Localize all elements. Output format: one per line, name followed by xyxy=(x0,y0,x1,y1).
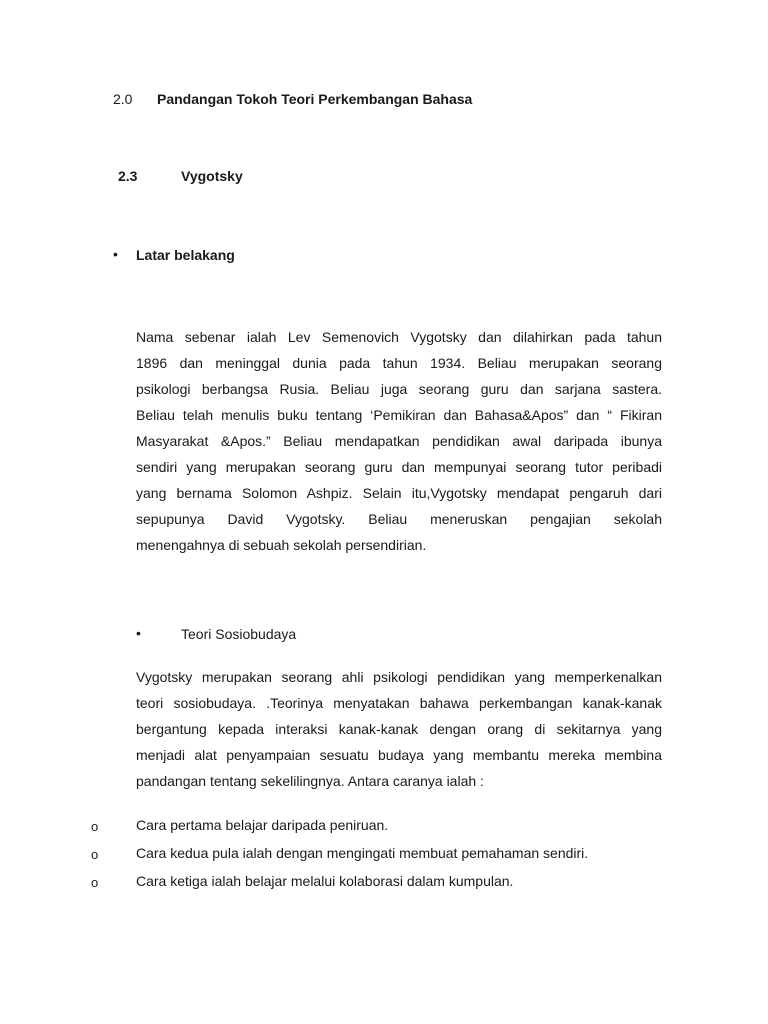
paragraph-line: menengahnya di sebuah sekolah persendirian. xyxy=(136,537,427,553)
paragraph-line: yang bernama Solomon Ashpiz. Selain itu,Vygotsky mendapat pengaruh dari xyxy=(136,485,662,501)
bullet-label-teori-sosiobudaya: Teori Sosiobudaya xyxy=(181,626,297,642)
paragraph-line: menjadi alat penyampaian sesuatu budaya yang membantu mereka membina xyxy=(136,747,662,763)
paragraph-line: sepupunya David Vygotsky. Beliau meneruskan pengajian sekolah xyxy=(136,511,662,527)
circle-bullet-icon: o xyxy=(91,819,99,834)
list-item: Cara kedua pula ialah dengan mengingati membuat pemahaman sendiri. xyxy=(136,845,589,861)
paragraph-line: teori sosiobudaya. .Teorinya menyatakan bahawa perkembangan kanak-kanak xyxy=(136,695,662,711)
paragraph-theory xyxy=(136,664,662,794)
list-item: Cara pertama belajar daripada peniruan. xyxy=(136,817,389,833)
subsection-number: 2.3 xyxy=(118,168,138,184)
circle-bullet-icon: o xyxy=(91,847,99,862)
subsection-title: Vygotsky xyxy=(181,168,243,184)
paragraph-line: psikologi berbangsa Rusia. Beliau juga seorang guru dan sarjana sastera. xyxy=(136,381,662,397)
bullet-icon: • xyxy=(136,625,141,641)
paragraph-line: Vygotsky merupakan seorang ahli psikologi pendidikan yang memperkenalkan xyxy=(136,669,662,685)
paragraph-line: sendiri yang merupakan seorang guru dan mempunyai seorang tutor peribadi xyxy=(136,459,662,475)
bullet-icon: • xyxy=(113,246,118,262)
paragraph-line: Beliau telah menulis buku tentang ‘Pemikiran dan Bahasa&Apos” dan “ Fikiran xyxy=(136,407,662,423)
paragraph-background xyxy=(136,324,662,558)
paragraph-line: Nama sebenar ialah Lev Semenovich Vygotsky dan dilahirkan pada tahun xyxy=(136,329,662,345)
paragraph-line: 1896 dan meninggal dunia pada tahun 1934. Beliau merupakan seorang xyxy=(136,355,662,371)
section-title: Pandangan Tokoh Teori Perkembangan Bahasa xyxy=(157,91,473,107)
bullet-label-latar-belakang: Latar belakang xyxy=(136,247,235,263)
circle-bullet-icon: o xyxy=(91,875,99,890)
paragraph-line: Masyarakat &Apos.” Beliau mendapatkan pendidikan awal daripada ibunya xyxy=(136,433,662,449)
list-item: Cara ketiga ialah belajar melalui kolaborasi dalam kumpulan. xyxy=(136,873,514,889)
paragraph-line: pandangan tentang sekelilingnya. Antara caranya ialah : xyxy=(136,773,484,789)
section-number: 2.0 xyxy=(113,91,133,107)
paragraph-line: bergantung kepada interaksi kanak-kanak dengan orang di sekitarnya yang xyxy=(136,721,662,737)
